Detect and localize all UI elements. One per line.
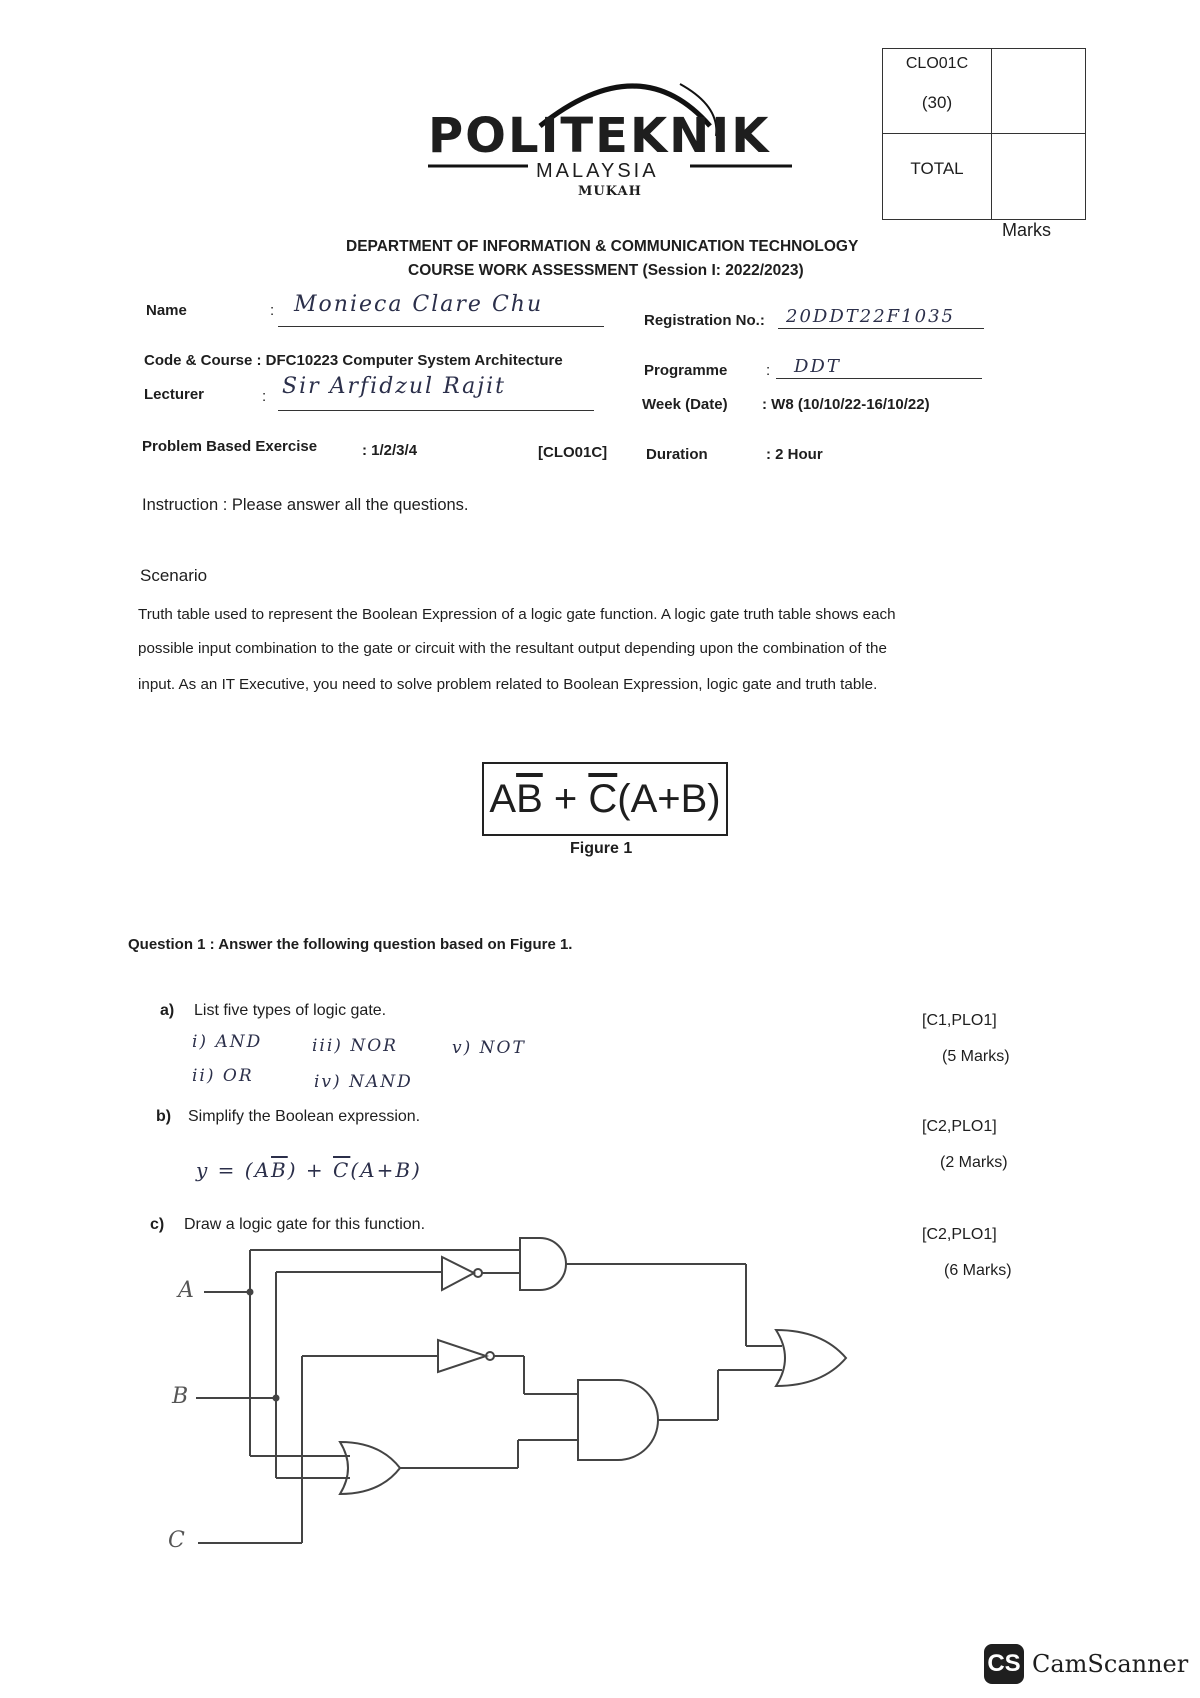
- pbe-value: : 1/2/3/4: [362, 442, 418, 459]
- instruction: Instruction : Please answer all the questions.: [142, 496, 469, 514]
- q1a-marks: (5 Marks): [942, 1048, 1010, 1065]
- logo-campus: MUKAH: [578, 184, 642, 199]
- reg-number: 20DDT22F1035: [786, 306, 955, 327]
- name-label: Name: [146, 302, 187, 319]
- simplified-expression: $y = (A\overline{B}) + \overline{C}(A+B)$: [196, 1158, 422, 1182]
- clo-label: CLO01C: [905, 55, 969, 72]
- lecturer-label: Lecturer: [144, 386, 205, 403]
- scenario-line-2: possible input combination to the gate or circuit with the resultant output depending upon the combination of the: [138, 640, 887, 657]
- camscanner-label: CamScanner: [1032, 1650, 1189, 1678]
- q1c-marks: (6 Marks): [944, 1262, 1012, 1279]
- q1c-clo: [C2,PLO1]: [922, 1226, 997, 1243]
- input-a-label: A: [178, 1278, 196, 1303]
- q1a-label: a): [160, 1002, 175, 1019]
- scenario-line-3: input. As an IT Executive, you need to solve problem related to Boolean Expression, logic gate and truth table.: [138, 676, 878, 693]
- figure-caption: Figure 1: [570, 840, 633, 857]
- q1a-clo: [C1,PLO1]: [922, 1012, 997, 1029]
- q1b-label: b): [156, 1108, 172, 1125]
- input-c-label: C: [168, 1528, 187, 1553]
- duration-label: Duration: [646, 446, 708, 463]
- department-title: DEPARTMENT OF INFORMATION & COMMUNICATION TECHNOLOGY: [346, 238, 859, 255]
- programme-label: Programme: [644, 362, 728, 379]
- logo-country: MALAYSIA: [536, 160, 659, 182]
- pbe-clo: [CLO01C]: [538, 444, 608, 461]
- total-label: TOTAL: [910, 159, 964, 178]
- scenario-heading: Scenario: [140, 566, 208, 585]
- logo-brand: POLITEKNIK: [428, 108, 771, 164]
- marks-caption: Marks: [1002, 220, 1051, 240]
- pbe-label: Problem Based Exercise: [142, 438, 318, 455]
- reg-label: Registration No.:: [644, 312, 765, 329]
- assessment-title: COURSE WORK ASSESSMENT (Session I: 2022/2023): [408, 262, 804, 279]
- boolean-expression-figure: $A\overline{B} + \overline{C}(A+B)$: [482, 762, 728, 836]
- input-b-label: B: [172, 1384, 191, 1409]
- q1b-text: Simplify the Boolean expression.: [188, 1108, 421, 1125]
- q1b-marks: (2 Marks): [940, 1154, 1008, 1171]
- q1a-text: List five types of logic gate.: [194, 1002, 387, 1019]
- q1c-text: Draw a logic gate for this function.: [184, 1216, 426, 1233]
- answer-not: v) NOT: [452, 1038, 526, 1058]
- course-label: Code & Course : DFC10223 Computer System Architecture: [144, 352, 563, 369]
- week-value: : W8 (10/10/22-16/10/22): [762, 396, 930, 413]
- q1b-clo: [C2,PLO1]: [922, 1118, 997, 1135]
- duration-value: : 2 Hour: [766, 446, 823, 463]
- question-1-title: Question 1 : Answer the following question based on Figure 1.: [128, 936, 573, 953]
- answer-nand: iv) NAND: [314, 1072, 413, 1092]
- answer-nor: iii) NOR: [312, 1036, 398, 1056]
- scenario-line-1: Truth table used to represent the Boolean Expression of a logic gate function. A logic gate truth table shows each: [138, 606, 896, 623]
- week-label: Week (Date): [642, 396, 728, 413]
- student-name: Monieca Clare Chu: [294, 292, 544, 317]
- answer-or: ii) OR: [192, 1066, 254, 1086]
- clo-marks: (30): [921, 93, 953, 112]
- programme-value: DDT: [794, 356, 841, 377]
- camscanner-icon: CS: [984, 1644, 1024, 1684]
- lecturer-name: Sir Arfidzul Rajit: [282, 374, 506, 399]
- answer-and: i) AND: [192, 1032, 263, 1052]
- q1c-label: c): [150, 1216, 165, 1233]
